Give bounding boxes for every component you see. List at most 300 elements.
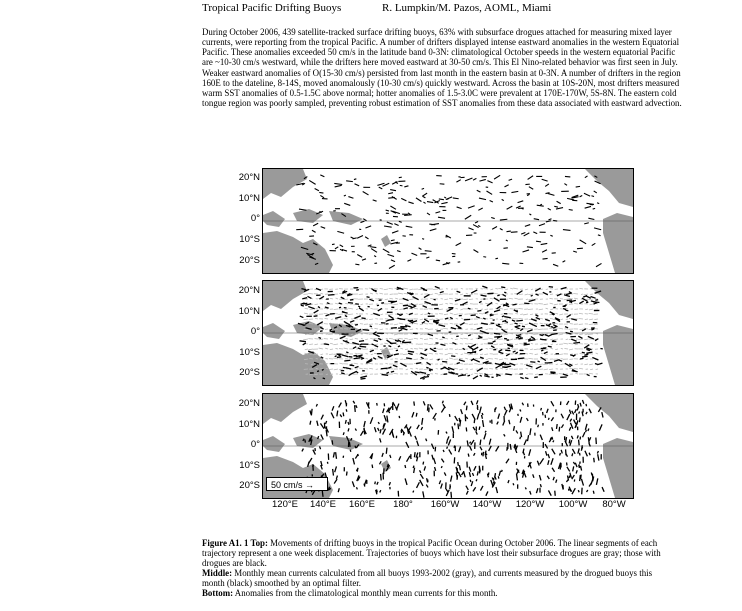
current-vector (548, 460, 549, 465)
current-vector (518, 201, 524, 203)
mean-current-vector (540, 289, 543, 290)
current-vector (553, 477, 554, 480)
mean-current-vector (445, 354, 448, 355)
current-vector (487, 191, 493, 194)
current-vector (355, 304, 359, 305)
current-vector (595, 300, 598, 301)
current-vector (589, 437, 590, 440)
mean-current-vector (450, 323, 453, 324)
current-vector (550, 235, 552, 236)
current-vector (361, 358, 364, 359)
current-vector (588, 218, 594, 219)
current-vector (559, 427, 560, 432)
mean-current-vector (420, 324, 423, 325)
current-vector (355, 367, 359, 368)
current-vector (474, 359, 480, 362)
mean-current-vector (589, 364, 593, 365)
current-vector (599, 424, 602, 430)
mean-current-vector (551, 344, 553, 345)
mean-current-vector (474, 373, 478, 374)
mean-current-vector (504, 329, 508, 330)
current-vector (594, 458, 595, 463)
current-vector (594, 228, 601, 230)
current-vector (529, 187, 533, 190)
mean-current-vector (403, 288, 408, 289)
mean-current-vector (526, 368, 528, 369)
mean-current-vector (476, 288, 478, 289)
mean-current-vector (518, 308, 523, 309)
mean-current-vector (525, 289, 528, 290)
mean-current-vector (574, 298, 578, 299)
current-vector (393, 365, 397, 367)
caption-bottom-text: Anomalies from the climatological monthly mean currents for this month. (233, 588, 498, 599)
current-vector (550, 372, 555, 373)
current-vector (567, 300, 572, 301)
current-vector (474, 466, 476, 470)
current-vector (494, 310, 500, 312)
land-polygon (263, 323, 285, 339)
current-vector (503, 248, 507, 249)
mean-current-vector (544, 358, 548, 359)
current-vector (415, 372, 420, 373)
current-vector (480, 331, 486, 333)
current-vector (458, 328, 462, 329)
mean-current-vector (308, 293, 313, 294)
mean-current-vector (494, 293, 498, 294)
current-vector (372, 344, 374, 345)
current-vector (303, 343, 306, 345)
current-vector (498, 414, 500, 419)
current-vector (419, 248, 422, 250)
current-vector (513, 426, 514, 431)
mean-current-vector (339, 374, 343, 375)
caption-middle (202, 568, 672, 588)
current-vector (355, 446, 356, 449)
current-vector (522, 250, 529, 252)
mean-current-vector (551, 348, 553, 349)
current-vector (336, 476, 337, 479)
current-vector (388, 197, 395, 198)
current-vector (317, 421, 318, 426)
current-vector (566, 293, 571, 295)
current-vector (585, 206, 591, 208)
current-vector (459, 447, 461, 453)
mean-current-vector (579, 313, 583, 314)
mean-current-vector (380, 349, 383, 350)
current-vector (573, 342, 580, 343)
current-vector (593, 208, 595, 209)
current-vector (345, 315, 347, 316)
current-vector (300, 341, 306, 342)
mean-current-vector (578, 339, 583, 340)
current-vector (475, 222, 478, 223)
mean-current-vector (486, 348, 488, 349)
current-vector (569, 439, 570, 443)
mean-current-vector (443, 328, 448, 329)
mean-current-vector (359, 368, 363, 369)
current-vector (355, 429, 356, 431)
mean-current-vector (371, 298, 373, 299)
mean-current-vector (370, 328, 373, 329)
current-vector (455, 299, 460, 301)
mean-current-vector (456, 308, 458, 309)
mean-current-vector (344, 309, 348, 310)
mean-current-vector (370, 293, 373, 294)
mean-current-vector (584, 294, 588, 295)
current-vector (570, 489, 572, 492)
current-vector (518, 358, 524, 359)
current-vector (485, 455, 486, 459)
current-vector (581, 475, 582, 480)
mean-current-vector (449, 358, 453, 359)
current-vector (581, 479, 583, 486)
current-vector (397, 314, 401, 316)
current-vector (482, 286, 487, 288)
lon-label: 80°W (602, 499, 626, 510)
current-vector (576, 186, 580, 187)
current-vector (372, 465, 373, 469)
mean-current-vector (429, 353, 433, 354)
current-vector (342, 311, 344, 312)
current-vector (573, 251, 577, 252)
mean-current-vector (480, 318, 483, 319)
lat-label: 20°S (239, 480, 260, 491)
current-vector (497, 295, 499, 296)
current-vector (360, 346, 367, 347)
mean-current-vector (456, 318, 458, 319)
mean-current-vector (490, 289, 493, 290)
mean-current-vector (449, 298, 453, 299)
mean-current-vector (393, 304, 398, 305)
current-vector (548, 324, 551, 326)
current-vector (494, 175, 500, 179)
current-vector (479, 426, 480, 429)
mean-current-vector (430, 359, 433, 360)
caption-top-label: Figure A1. 1 Top: (202, 538, 268, 548)
mean-current-vector (479, 313, 483, 314)
current-vector (504, 292, 506, 293)
current-vector (535, 315, 538, 316)
mean-current-vector (528, 358, 533, 359)
current-vector (479, 179, 485, 181)
current-vector (469, 446, 471, 451)
mean-current-vector (544, 349, 548, 350)
mean-current-vector (350, 304, 353, 305)
mean-current-vector (493, 344, 498, 345)
current-vector (580, 240, 587, 244)
current-vector (542, 250, 547, 252)
mean-current-vector (540, 323, 543, 324)
current-vector (556, 424, 557, 429)
current-vector (490, 314, 492, 315)
caption-top (202, 538, 672, 568)
current-vector (320, 423, 324, 428)
current-vector (378, 422, 379, 424)
current-vector (352, 481, 354, 487)
current-vector (446, 441, 447, 444)
current-vector (483, 452, 484, 456)
current-vector (390, 190, 396, 191)
current-vector (381, 474, 382, 480)
mean-current-vector (340, 319, 343, 320)
current-vector (487, 181, 492, 183)
current-vector (569, 489, 570, 491)
current-vector (392, 231, 398, 233)
current-vector (514, 445, 515, 448)
mean-current-vector (369, 319, 373, 320)
current-vector (509, 420, 510, 424)
current-vector (577, 435, 578, 438)
mean-current-vector (459, 349, 463, 350)
mean-current-vector (524, 364, 528, 365)
lat-label: 10°S (239, 234, 260, 245)
mean-current-vector (590, 304, 593, 305)
current-vector (303, 303, 308, 304)
current-vector (320, 446, 321, 449)
current-vector (355, 324, 358, 325)
mean-current-vector (461, 318, 463, 319)
mean-current-vector (441, 374, 443, 375)
current-vector (530, 428, 531, 435)
current-vector (520, 409, 521, 411)
current-vector (504, 317, 511, 318)
current-vector (380, 490, 381, 492)
mean-current-vector (406, 369, 408, 370)
mean-current-vector (499, 359, 503, 360)
lat-label: 10°S (239, 460, 260, 471)
current-vector (422, 188, 424, 189)
current-vector (499, 471, 500, 476)
current-vector (436, 260, 440, 261)
mean-current-vector (506, 353, 508, 354)
current-vector (432, 455, 433, 460)
mean-current-vector (364, 368, 368, 369)
current-vector (361, 318, 365, 319)
lat-label: 10°N (238, 193, 260, 204)
current-vector (580, 403, 581, 407)
mean-current-vector (459, 369, 463, 370)
current-vector (523, 452, 524, 455)
current-vector (516, 430, 518, 433)
current-vector (355, 184, 360, 186)
current-vector (578, 336, 582, 338)
current-vector (422, 418, 423, 425)
current-vector (541, 350, 543, 351)
current-vector (327, 303, 330, 304)
mean-current-vector (374, 344, 378, 345)
current-vector (468, 206, 475, 208)
mean-current-vector (449, 303, 453, 304)
current-vector (423, 290, 427, 291)
mean-current-vector (485, 303, 488, 304)
mean-current-vector (511, 348, 513, 349)
current-vector (585, 424, 587, 430)
current-vector (343, 412, 344, 416)
current-vector (592, 243, 596, 245)
current-vector (391, 240, 395, 241)
current-vector (481, 415, 482, 419)
current-vector (459, 360, 465, 362)
current-vector (322, 491, 323, 497)
current-vector (332, 406, 334, 410)
mean-current-vector (438, 309, 443, 310)
current-vector (339, 403, 342, 408)
mean-current-vector (439, 304, 443, 305)
mean-current-vector (371, 354, 373, 355)
current-vector (478, 225, 480, 226)
current-vector (597, 451, 598, 454)
current-vector (506, 354, 510, 356)
mean-current-vector (455, 353, 458, 354)
lon-label: 120°W (515, 499, 545, 510)
current-vector (493, 481, 494, 483)
mean-current-vector (528, 328, 533, 329)
mean-current-vector (398, 293, 403, 294)
lat-label: 10°N (238, 419, 260, 430)
mean-current-vector (515, 344, 518, 345)
current-vector (370, 417, 373, 424)
current-vector (369, 299, 374, 301)
current-vector (315, 189, 319, 191)
current-vector (516, 474, 517, 481)
mean-current-vector (509, 343, 513, 344)
current-vector (524, 439, 526, 444)
current-vector (545, 334, 550, 336)
current-vector (495, 407, 496, 410)
current-vector (363, 330, 370, 331)
current-vector (538, 361, 540, 362)
current-vector (349, 442, 350, 447)
current-vector (489, 446, 492, 451)
current-vector (388, 315, 393, 318)
current-vector (447, 436, 449, 441)
current-vector (520, 417, 522, 423)
mean-current-vector (509, 318, 513, 319)
current-vector (399, 221, 402, 222)
current-vector (502, 199, 504, 200)
mean-current-vector (550, 303, 553, 304)
current-vector (427, 202, 433, 203)
current-vector (391, 328, 397, 329)
current-vector (589, 453, 590, 456)
mean-current-vector (395, 298, 398, 299)
mean-current-vector (390, 333, 393, 334)
mean-current-vector (506, 369, 508, 370)
current-vector (346, 409, 347, 411)
mean-current-vector (344, 348, 348, 349)
current-vector (439, 480, 440, 484)
current-vector (597, 363, 602, 365)
mean-current-vector (424, 323, 428, 324)
mean-current-vector (369, 368, 373, 369)
current-vector (314, 310, 319, 313)
current-vector (353, 401, 355, 404)
mean-current-vector (460, 294, 463, 295)
current-vector (543, 258, 548, 259)
current-vector (539, 224, 545, 226)
current-vector (335, 317, 341, 319)
current-vector (423, 491, 424, 497)
current-vector (423, 196, 426, 198)
mean-current-vector (555, 313, 558, 314)
mean-current-vector (494, 348, 498, 349)
mean-current-vector (543, 364, 548, 365)
current-vector (445, 318, 448, 319)
current-vector (384, 226, 392, 227)
mean-current-vector (386, 369, 388, 370)
current-vector (350, 450, 351, 452)
current-vector (457, 207, 462, 209)
current-vector (447, 447, 448, 449)
current-vector (571, 436, 573, 439)
mean-current-vector (556, 344, 558, 345)
mean-current-vector (305, 308, 308, 309)
mean-current-vector (409, 299, 413, 300)
current-vector (567, 414, 570, 420)
caption-middle-text: Monthly mean currents calculated from all buoys 1993-2002 (gray), and currents measured by the drogued buoys this month (black) smoothed by an optimal filter. (202, 568, 653, 589)
mean-current-vector (515, 313, 518, 314)
mean-current-vector (535, 354, 538, 355)
mean-current-vector (525, 353, 528, 354)
current-vector (435, 286, 440, 288)
mean-current-vector (588, 299, 593, 300)
current-vector (575, 409, 577, 413)
current-vector (515, 352, 517, 354)
mean-current-vector (339, 363, 343, 364)
current-vector (458, 424, 459, 430)
mean-current-vector (509, 298, 513, 299)
mean-current-vector (448, 353, 453, 354)
mean-current-vector (361, 304, 363, 305)
mean-current-vector (325, 348, 328, 349)
mean-current-vector (455, 298, 458, 299)
current-vector (446, 197, 452, 200)
current-vector (537, 461, 539, 466)
mean-current-vector (414, 308, 418, 309)
current-vector (377, 183, 384, 185)
current-vector (406, 226, 413, 227)
mean-current-vector (594, 319, 598, 320)
mean-current-vector (309, 333, 313, 334)
current-vector (401, 198, 406, 200)
current-vector (337, 411, 338, 417)
mean-current-vector (473, 313, 478, 314)
mean-current-vector (504, 334, 508, 335)
current-vector (520, 437, 521, 439)
current-vector (468, 308, 471, 309)
current-vector (464, 319, 470, 320)
current-vector (579, 412, 580, 414)
current-vector (505, 185, 509, 187)
mean-current-vector (370, 308, 373, 309)
mean-current-vector (496, 369, 498, 370)
current-vector (553, 220, 557, 221)
current-vector (423, 306, 427, 308)
current-vector (553, 264, 558, 266)
current-vector (480, 447, 482, 450)
current-vector (476, 431, 478, 434)
current-vector (432, 444, 434, 449)
current-vector (348, 197, 353, 199)
current-vector (441, 344, 446, 345)
current-vector (423, 379, 425, 380)
lon-label: 140°E (310, 499, 336, 510)
current-vector (378, 356, 383, 358)
current-vector (469, 472, 470, 477)
current-vector (572, 371, 578, 372)
current-vector (318, 337, 321, 338)
current-vector (326, 421, 327, 424)
